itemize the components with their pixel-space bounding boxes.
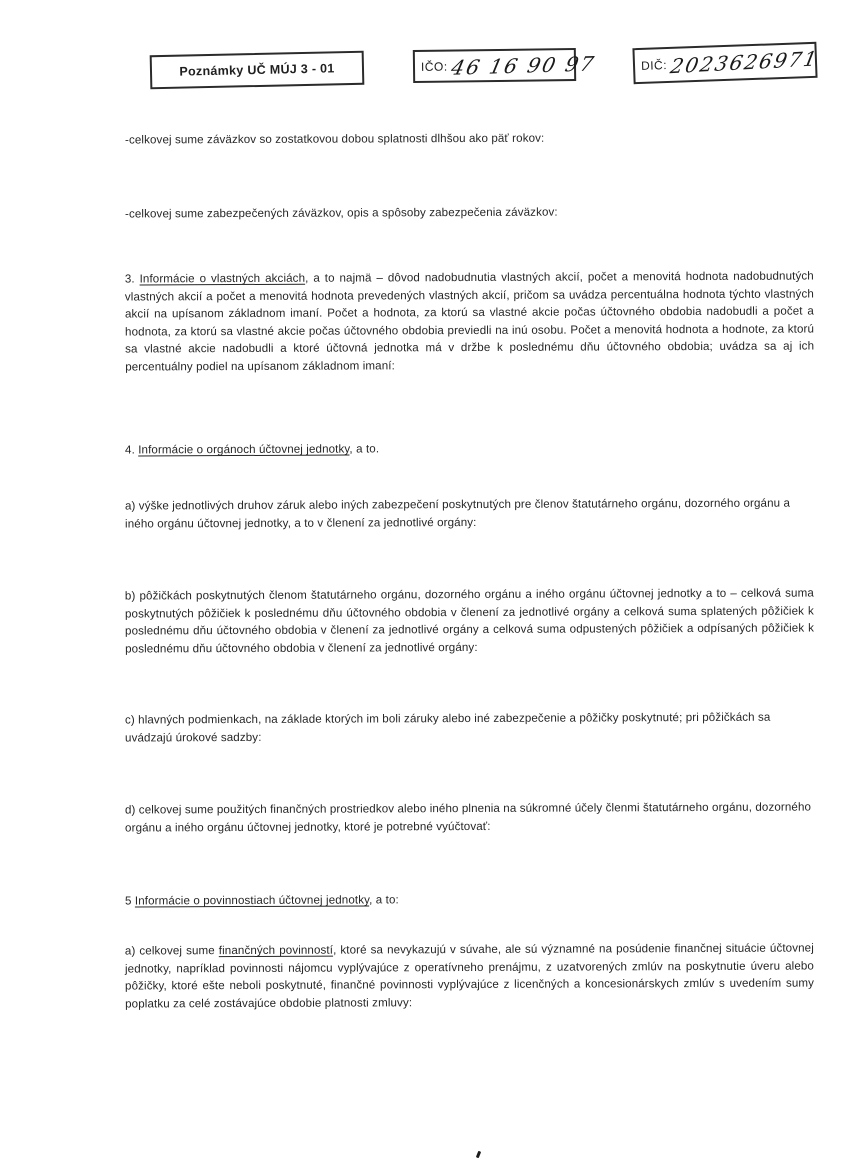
bullet-text: -celkovej sume zabezpečených záväzkov, opis a spôsoby zabezpečenia záväzkov: (124, 205, 558, 221)
item-text: , ktoré sa nevykazujú v súvahe, ale sú významné na posúdenie finančnej situácie účtovnej jednotky, napríklad povinnosti nájomcu vyplývajúce z operatívneho prenájmu, z uzatvorených zmlúv na poskytnutie úveru alebo pôžičky, ktoré ešte neboli poskytnuté, finančné povinnosti vyplývajúce z licenčných a koncesionárskych zmlúv s uvedením sumy poplatku za celé zostávajúce obdobie platnosti zmluvy: (124, 941, 815, 1011)
item-4d-private-funds (125, 798, 814, 836)
section-body-text: , a to. (349, 442, 380, 456)
section-heading: Informácie o orgánoch účtovnej jednotky (138, 442, 350, 457)
item-text: c) hlavných podmienkach, na základe ktorých im boli záruky alebo iné zabezpečenie a pôžičky poskytnuté; pri pôžičkách sa uvádzajú úrokové sadzby: (124, 710, 771, 745)
item-text-prefix: a) celkovej sume (124, 944, 219, 958)
section-number: 4. (124, 443, 139, 457)
section-heading: Informácie o povinnostiach účtovnej jednotky (134, 893, 370, 908)
scan-artifact-speck (476, 1151, 481, 1159)
dic-box (632, 42, 821, 84)
section-3-own-shares (125, 267, 814, 376)
item-text: a) výške jednotlivých druhov záruk alebo iných zabezpečení poskytnutých pre členov štatutárneho orgánu, dozorného orgánu a iného orgánu účtovnej jednotky, a to v členení za jednotlivé orgány: (124, 496, 791, 531)
item-underlined-phrase: finančných povinností (218, 943, 334, 958)
item-4c-main-conditions (125, 708, 814, 746)
section-body-text: , a to: (369, 893, 399, 907)
bullet-text: -celkovej sume záväzkov so zostatkovou dobou splatnosti dlhšou ako päť rokov: (124, 131, 545, 147)
dic-label: DIČ: (640, 58, 668, 73)
ico-label: IČO: (420, 59, 448, 74)
form-title: Poznámky UČ MÚJ 3 - 01 (179, 61, 335, 79)
bullet-liabilities-over-five-years (125, 128, 814, 149)
item-4a-guarantees (125, 494, 814, 532)
item-text: d) celkovej sume použitých finančných prostriedkov alebo iného plnenia na súkromné účely členmi štatutárneho orgánu, dozorného orgánu a iného orgánu účtovnej jednotky, ktoré je potrebné vyúčtovať: (124, 800, 812, 835)
section-number: 3. (124, 272, 140, 286)
item-text: b) pôžičkách poskytnutých členom štatutárneho orgánu, dozorného orgánu a iného orgánu účtovnej jednotky a to – celková suma poskytnutých pôžičiek k poslednému dňu účtovného obdobia v členení za jednotlivé orgány a celková suma splatených pôžičiek k poslednému dňu účtovného obdobia v členení za jednotlivé orgány a celková suma odpustených pôžičiek a odpísaných pôžičiek k poslednému dňu účtovného obdobia v členení za jednotlivé orgány: (124, 586, 815, 656)
item-4b-loans (125, 584, 814, 657)
ico-box (413, 48, 598, 83)
ico-handwritten-value: 46 16 90 97 (448, 50, 598, 80)
item-5a-financial-obligations (125, 939, 814, 1012)
section-heading: Informácie o vlastných akciách (139, 271, 306, 286)
section-4-company-bodies (125, 438, 814, 459)
section-body-text: , a to najmä – dôvod nadobudnutia vlastných akcií, počet a menovitá hodnota nadobudnutých vlastných akcií a počet a menovitá hodnota prevedených vlastných akcií, pričom sa uvádza percentuálna hodnota týchto vlastných akcií na upísanom základnom imaní. Počet a hodnota, za ktorú sa vlastné akcie počas účtovného obdobia nadobudli a počet a hodnota, za ktorú sa vlastné akcie počas účtovného obdobia previedli na inú osobu. Počet a menovitá hodnota a hodnote, za ktorú sa vlastné akcie nadobudli a ktoré účtovná jednotka má v držbe k poslednému dňu účtovného obdobia; uvádza sa aj ich percentuálny podiel na upísanom základnom imaní: (124, 269, 815, 374)
form-title-box (150, 51, 365, 89)
section-5-obligations (125, 889, 814, 910)
dic-handwritten-value: 2023626971 (668, 46, 821, 79)
bullet-secured-liabilities (125, 202, 814, 223)
section-number: 5 (124, 894, 135, 908)
